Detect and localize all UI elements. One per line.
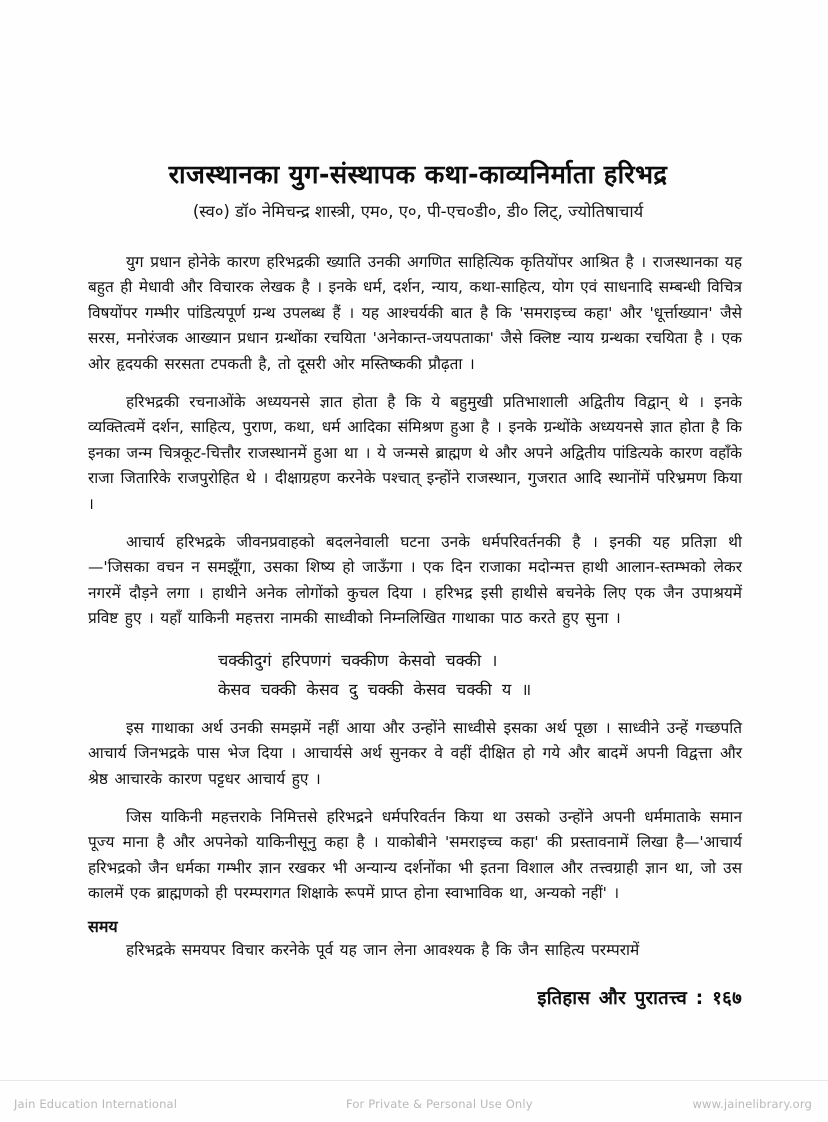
verse-block	[88, 646, 742, 704]
section-subheading: समय	[88, 916, 118, 936]
paragraph-1: युग प्रधान होनेके कारण हरिभद्रकी ख्याति उनकी अगणित साहित्यिक कृतियोंपर आश्रित है । राजस्थानका यह बहुत ही मेधावी और विचारक लेखक है । इनके धर्म, दर्शन, न्याय, कथा-साहित्य, योग एवं साधनादि सम्बन्धी विचित्र विषयोंपर गम्भीर पांडित्यपूर्ण ग्रन्थ उपलब्ध हैं । यह आश्चर्यकी बात है कि 'समराइच्च कहा' और 'धूर्त्ताख्यान' जैसे सरस, मनोरंजक आख्यान प्रधान ग्रन्थोंका रचयिता 'अनेकान्त-जयपताका' जैसे क्लिष्ट न्याय ग्रन्थका रचयिता है । एक ओर हृदयकी सरसता टपकती है, तो दूसरी ओर मस्तिष्ककी प्रौढ़ता ।	[88, 253, 742, 373]
paragraph-2: हरिभद्रकी रचनाओंके अध्ययनसे ज्ञात होता है कि ये बहुमुखी प्रतिभाशाली अद्वितीय विद्वान् थे । इनके व्यक्तित्वमें दर्शन, साहित्य, पुराण, कथा, धर्म आदिका संमिश्रण हुआ है । इनके ग्रन्थोंके अध्ययनसे ज्ञात होता है कि इनका जन्म चित्रकूट-चित्तौर राजस्थानमें हुआ था । ये जन्मसे ब्राह्मण थे और अपने अद्वितीय पांडित्यके कारण वहाँके राजा जितारिके राजपुरोहित थे । दीक्षाग्रहण करनेके पश्चात् इन्होंने राजस्थान, गुजरात आदि स्थानोंमें परिभ्रमण किया ।	[88, 393, 742, 513]
footer-divider	[0, 1080, 828, 1081]
watermark-footer	[0, 1086, 828, 1122]
body-column	[88, 250, 742, 1010]
footer-usage-notice: For Private & Personal Use Only	[346, 1097, 533, 1111]
paragraph-3: आचार्य हरिभद्रके जीवनप्रवाहको बदलनेवाली घटना उनके धर्मपरिवर्तनकी है । इनकी यह प्रतिज्ञा थी—'जिसका वचन न समझूँगा, उसका शिष्य हो जाऊँगा । एक दिन राजाका मदोन्मत्त हाथी आलान-स्तम्भको लेकर नगरमें दौड़ने लगा । हाथीने अनेक लोगोंको कुचल दिया । हरिभद्र इसी हाथीसे बचनेके लिए एक जैन उपाश्रयमें प्रविष्ट हुए । यहाँ याकिनी महत्तरा नामकी साध्वीको निम्नलिखित गाथाका पाठ करते हुए सुना ।	[88, 533, 742, 628]
author-byline: (स्व०) डॉ० नेमिचन्द्र शास्त्री, एम०, ए०, पी-एच०डी०, डी० लिट्, ज्योतिषाचार्य	[192, 201, 644, 221]
paragraph-5: जिस याकिनी महत्तराके निमित्तसे हरिभद्रने धर्मपरिवर्तन किया था उसको उन्होंने अपनी धर्ममाताके समान पूज्य माना है और अपनेको याकिनीसूनु कहा है । याकोबीने 'समराइच्च कहा' की प्रस्तावनामें लिखा है—'आचार्य हरिभद्रको जैन धर्मका गम्भीर ज्ञान रखकर भी अन्यान्य दर्शनोंका भी इतना विशाल और तत्त्वग्राही ज्ञान था, जो उस कालमें एक ब्राह्मणको ही परम्परागत शिक्षाके रूपमें प्राप्त होना स्वाभाविक था, अन्यको नहीं' ।	[88, 807, 742, 903]
footer-website-link[interactable]: www.jainelibrary.org	[692, 1097, 812, 1111]
paragraph-6: हरिभद्रके समयपर विचार करनेके पूर्व यह जान लेना आवश्यक है कि जैन साहित्य परम्परामें	[126, 940, 640, 959]
verse-line-2: केसव चक्की केसव दु चक्की केसव चक्की य ॥	[218, 679, 532, 699]
footer-organization: Jain Education International	[14, 1097, 178, 1111]
page-title: राजस्थानका युग-संस्थापक कथा-काव्यनिर्माता हरिभद्र	[168, 160, 668, 190]
title-block	[88, 160, 748, 222]
running-footer: इतिहास और पुरातत्त्व : १६७	[537, 987, 742, 1009]
verse-line-1: चक्कीदुगं हरिपणगं चक्कीण केसवो चक्की ।	[218, 650, 498, 670]
paragraph-4: इस गाथाका अर्थ उनकी समझमें नहीं आया और उन्होंने साध्वीसे इसका अर्थ पूछा । साध्वीने उन्हें गच्छपति आचार्य जिनभद्रके पास भेज दिया । आचार्यसे अर्थ सुनकर वे वहीं दीक्षित हो गये और बादमें अपनी विद्वत्ता और श्रेष्ठ आचारके कारण पट्टधर आचार्य हुए ।	[88, 718, 742, 788]
